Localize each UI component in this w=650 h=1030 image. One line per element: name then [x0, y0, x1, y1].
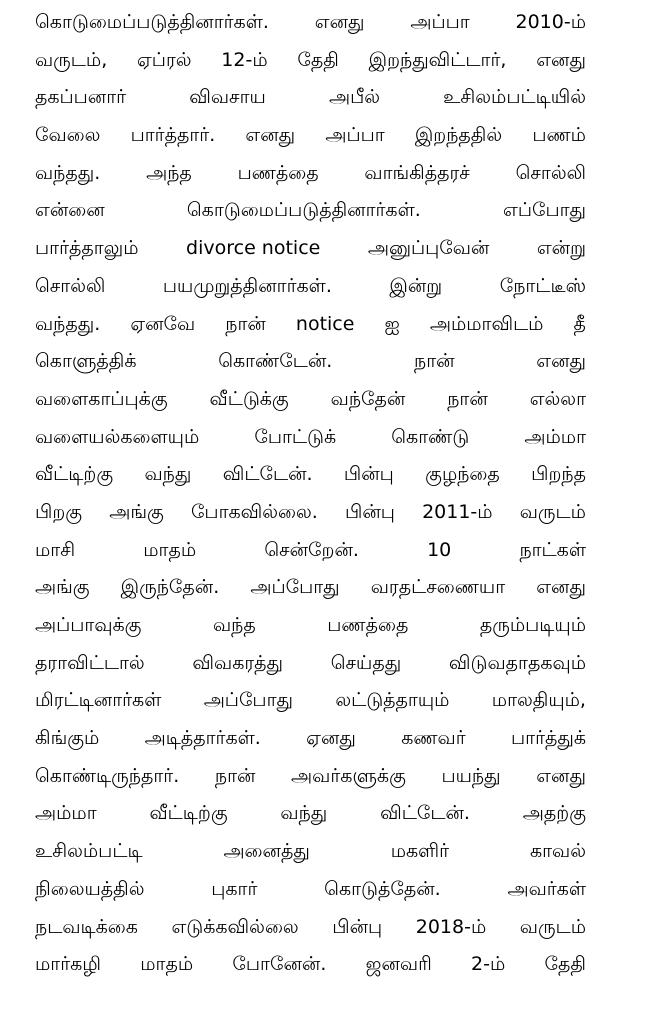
text-line [35, 268, 586, 306]
word: ஐ [384, 312, 400, 335]
text-line [35, 117, 586, 155]
word: உசிலம்பட்டியில் [443, 86, 586, 109]
word: நாட்கள் [519, 538, 586, 561]
text-line [35, 230, 586, 268]
word: அவர்களுக்கு [291, 764, 406, 787]
word: வந்தது. [35, 312, 101, 335]
word: கொளுத்திக் [35, 350, 137, 373]
word: அப்பா [410, 11, 470, 33]
word: விவசாய [189, 86, 266, 109]
text-line [35, 569, 586, 607]
word: நான் [214, 764, 256, 787]
word: விவகரத்து [192, 651, 284, 674]
word: அம்மாவிடம் [429, 312, 544, 335]
word: வந்தேன் [330, 387, 406, 410]
word: கணவர் [401, 727, 466, 750]
word: காவல் [529, 840, 586, 863]
word: விட்டேன். [380, 802, 470, 825]
text-line [35, 494, 586, 532]
word: சென்றேன். [264, 538, 359, 561]
word: அம்மா [524, 425, 586, 448]
word: மாதம் [143, 538, 197, 561]
word: இறந்துவிட்டார், [368, 48, 507, 71]
text-line [35, 79, 586, 117]
word: உசிலம்பட்டி [35, 840, 143, 863]
word: அங்கு [109, 500, 164, 523]
word: தகப்பனார் [35, 86, 127, 109]
word: மாலதியும், [491, 689, 586, 712]
word: வருடம், [35, 48, 108, 71]
text-line [35, 720, 586, 758]
document-page [0, 4, 650, 1030]
word: போட்டுக் [254, 425, 337, 448]
word: 10 [427, 538, 452, 561]
word: மாதம் [140, 953, 194, 976]
word: தீ [573, 312, 586, 335]
text-line [35, 833, 586, 871]
word: லட்டுத்தாயும் [335, 689, 450, 712]
word: பிறகு [35, 500, 83, 523]
word: தராவிட்டால் [35, 651, 145, 674]
word: 2010-ம் [515, 11, 586, 33]
word: divorce notice [186, 237, 321, 260]
word: வருடம் [519, 915, 586, 938]
word: எனது [536, 48, 586, 71]
word: பிறந்த [531, 463, 586, 486]
word: வருடம் [519, 500, 586, 523]
text-line [35, 192, 586, 230]
text-line [35, 946, 586, 984]
word: ஜனவரி [365, 953, 432, 976]
word: பார்த்தாலும் [35, 237, 139, 260]
word: கொடுத்தேன். [324, 877, 441, 900]
word: எனது [536, 576, 586, 599]
text-line [35, 645, 586, 683]
word: நடவடிக்கை [35, 915, 138, 938]
word: குழந்தை [425, 463, 500, 486]
word: இருந்தேன். [120, 576, 220, 599]
word: வேலை [35, 124, 101, 147]
word: அடித்தார்கள். [144, 727, 261, 750]
word: 2011-ம் [422, 500, 493, 523]
text-line [35, 343, 586, 381]
word: வீட்டிற்கு [149, 802, 228, 825]
word: வளைகாப்புக்கு [35, 387, 168, 410]
word: நான் [447, 387, 488, 410]
word: மிரட்டினார்கள் [35, 689, 162, 712]
word: ஏனவே [130, 312, 196, 335]
word: நான் [414, 350, 455, 373]
word: பின்பு [345, 500, 395, 523]
word: அப்பாவுக்கு [35, 614, 142, 636]
text-line [35, 758, 586, 796]
text-line [35, 682, 586, 720]
text-line [35, 419, 586, 457]
word: கொடுமைப்படுத்தினார்கள். [186, 199, 421, 222]
text-line [35, 456, 586, 494]
word: செய்தது [330, 651, 402, 674]
text-line [35, 909, 586, 947]
word: மாசி [35, 538, 76, 561]
word: புகார் [211, 877, 258, 900]
word: எனது [536, 764, 586, 787]
text-line [35, 532, 586, 570]
word: கிங்கும் [35, 727, 100, 750]
word: தேதி [297, 48, 339, 71]
word: பயமுறுத்தினார்கள். [162, 274, 332, 297]
word: வாங்கித்தரச் [364, 161, 470, 184]
word: விட்டேன். [222, 463, 313, 486]
word: சொல்லி [515, 161, 586, 184]
word: என்னை [35, 199, 105, 222]
word: 2018-ம் [415, 915, 487, 938]
word: வீட்டிற்கு [35, 463, 114, 486]
word: வளையல்களையும் [35, 425, 200, 448]
word: பின்பு [343, 463, 394, 486]
word: சொல்லி [35, 274, 106, 297]
word: மகளிர் [390, 840, 450, 863]
text-line [35, 607, 586, 645]
word: அனைத்து [223, 840, 310, 863]
text-line [35, 306, 586, 344]
text-line [35, 871, 586, 909]
word: என்று [536, 237, 586, 260]
word: விடுவதாதகவும் [448, 651, 586, 674]
word: ஏனது [306, 727, 356, 750]
text-line [35, 795, 586, 833]
word: அம்மா [35, 802, 97, 825]
word: 2-ம் [471, 953, 506, 976]
word: அபீல் [328, 86, 380, 109]
word: மார்கழி [35, 953, 101, 976]
word: அனுப்புவேன் [367, 237, 490, 260]
word: அப்போது [250, 576, 340, 599]
word: பார்த்துக் [511, 727, 586, 750]
word: அப்பா [325, 124, 385, 147]
word: எடுக்கவில்லை [171, 915, 299, 938]
word: வந்து [144, 463, 192, 486]
word: கொண்டேன். [218, 350, 333, 373]
word: தரும்படியும் [479, 614, 586, 636]
word: அங்கு [35, 576, 90, 599]
word: வந்து [280, 802, 328, 825]
word: நோட்டீஸ் [499, 274, 586, 297]
word: கொண்டு [391, 425, 470, 448]
word: தேதி [544, 953, 586, 976]
word: கொடுமைப்படுத்தினார்கள். [35, 11, 269, 33]
word: 12-ம் [221, 48, 268, 71]
word: notice [295, 312, 355, 335]
word: வந்தது. [35, 161, 101, 184]
word: பின்பு [332, 915, 383, 938]
word: அந்த [146, 161, 192, 184]
word: போனேன். [232, 953, 327, 976]
word: வந்த [212, 614, 256, 636]
word: எனது [245, 124, 296, 147]
text-line [35, 42, 586, 80]
text-line [35, 155, 586, 193]
word: எல்லா [529, 387, 586, 410]
text-line [35, 381, 586, 419]
word: பார்த்தார். [130, 124, 216, 147]
word: எனது [536, 350, 586, 373]
word: எப்போது [503, 199, 586, 222]
word: ஏப்ரல் [137, 48, 192, 71]
word: பணம் [532, 124, 586, 147]
word: அவர்கள் [507, 877, 586, 900]
word: அப்போது [203, 689, 293, 712]
word: கொண்டிருந்தார். [35, 764, 180, 787]
word: வீட்டுக்கு [209, 387, 289, 410]
word: இன்று [389, 274, 443, 297]
word: எனது [314, 11, 365, 33]
word: நான் [225, 312, 266, 335]
word: பணத்தை [237, 161, 319, 184]
text-line [35, 4, 586, 42]
word: பணத்தை [327, 614, 409, 636]
word: பயந்து [441, 764, 501, 787]
word: அதற்கு [522, 802, 586, 825]
word: நிலையத்தில் [35, 877, 145, 900]
word: போகவில்லை. [190, 500, 318, 523]
word: வரதட்சணையா [370, 576, 506, 599]
word: இறந்ததில் [414, 124, 503, 147]
